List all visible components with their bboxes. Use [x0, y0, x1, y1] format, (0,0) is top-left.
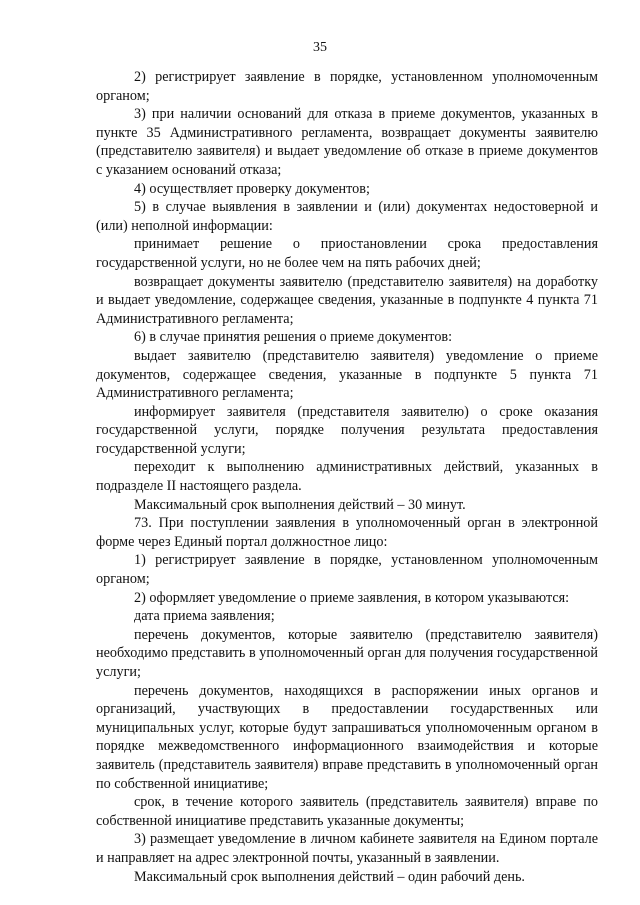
paragraph: 73. При поступлении заявления в уполномоченный орган в электронной форме через Единый портал должностное лицо: [96, 515, 598, 550]
document-body [96, 68, 598, 886]
paragraph: 2) регистрирует заявление в порядке, установленном уполномоченным органом; [96, 69, 598, 104]
page-number: 35 [313, 40, 327, 55]
paragraph: 4) осуществляет проверку документов; [134, 180, 370, 197]
paragraph: 2) оформляет уведомление о приеме заявления, в котором указываются: [134, 589, 570, 606]
paragraph: 3) размещает уведомление в личном кабинете заявителя на Едином портале и направляет на адрес электронной почты, указанный в заявлении. [96, 831, 598, 866]
paragraph: 5) в случае выявления в заявлении и (или) документах недостоверной и (или) неполной информации: [96, 199, 598, 234]
paragraph: принимает решение о приостановлении срока предоставления государственной услуги, но не более чем на пять рабочих дней; [96, 236, 598, 271]
paragraph: срок, в течение которого заявитель (представитель заявителя) вправе по собственной инициативе представить указанные документы; [96, 794, 598, 829]
paragraph: выдает заявителю (представителю заявителя) уведомление о приеме документов, содержащее сведения, указанные в подпункте 5 пункта 71 Административного регламента; [96, 347, 598, 402]
paragraph: возвращает документы заявителю (представителю заявителя) на доработку и выдает уведомление, содержащее сведения, указанные в подпункте 4 пункта 71 Административного регламента; [96, 273, 598, 327]
paragraph: перечень документов, находящихся в распоряжении иных органов и организаций, участвующих в предоставлении государственных или муниципальных услуг, которые будут запрашиваться уполномоченным органом в порядке межведомственного информационного взаимодействия и которые заявитель (представитель заявителя) вправе представить в уполномоченный орган по собственной инициативе; [96, 682, 598, 792]
paragraph: переходит к выполнению административных действий, указанных в подразделе II настоящего раздела. [96, 459, 598, 495]
paragraph: 1) регистрирует заявление в порядке, установленном уполномоченным органом; [96, 552, 598, 588]
paragraph: перечень документов, которые заявителю (представителю заявителя) необходимо представить в уполномоченный орган для получения государственной услуги; [96, 626, 598, 680]
paragraph: Максимальный срок выполнения действий – один рабочий день. [134, 868, 525, 885]
paragraph: информирует заявителя (представителя заявителю) о сроке оказания государственной услуги, порядке получения результата предоставления государственной услуги; [96, 403, 598, 457]
paragraph: 3) при наличии оснований для отказа в приеме документов, указанных в пункте 35 Административного регламента, возвращает документы заявителю (представителю заявителя) и выдает уведомление об отказе в приеме документов с указанием оснований отказа; [96, 106, 598, 178]
paragraph: Максимальный срок выполнения действий – 30 минут. [134, 496, 466, 513]
paragraph: дата приема заявления; [134, 608, 275, 625]
paragraph: 6) в случае принятия решения о приеме документов: [134, 329, 453, 346]
